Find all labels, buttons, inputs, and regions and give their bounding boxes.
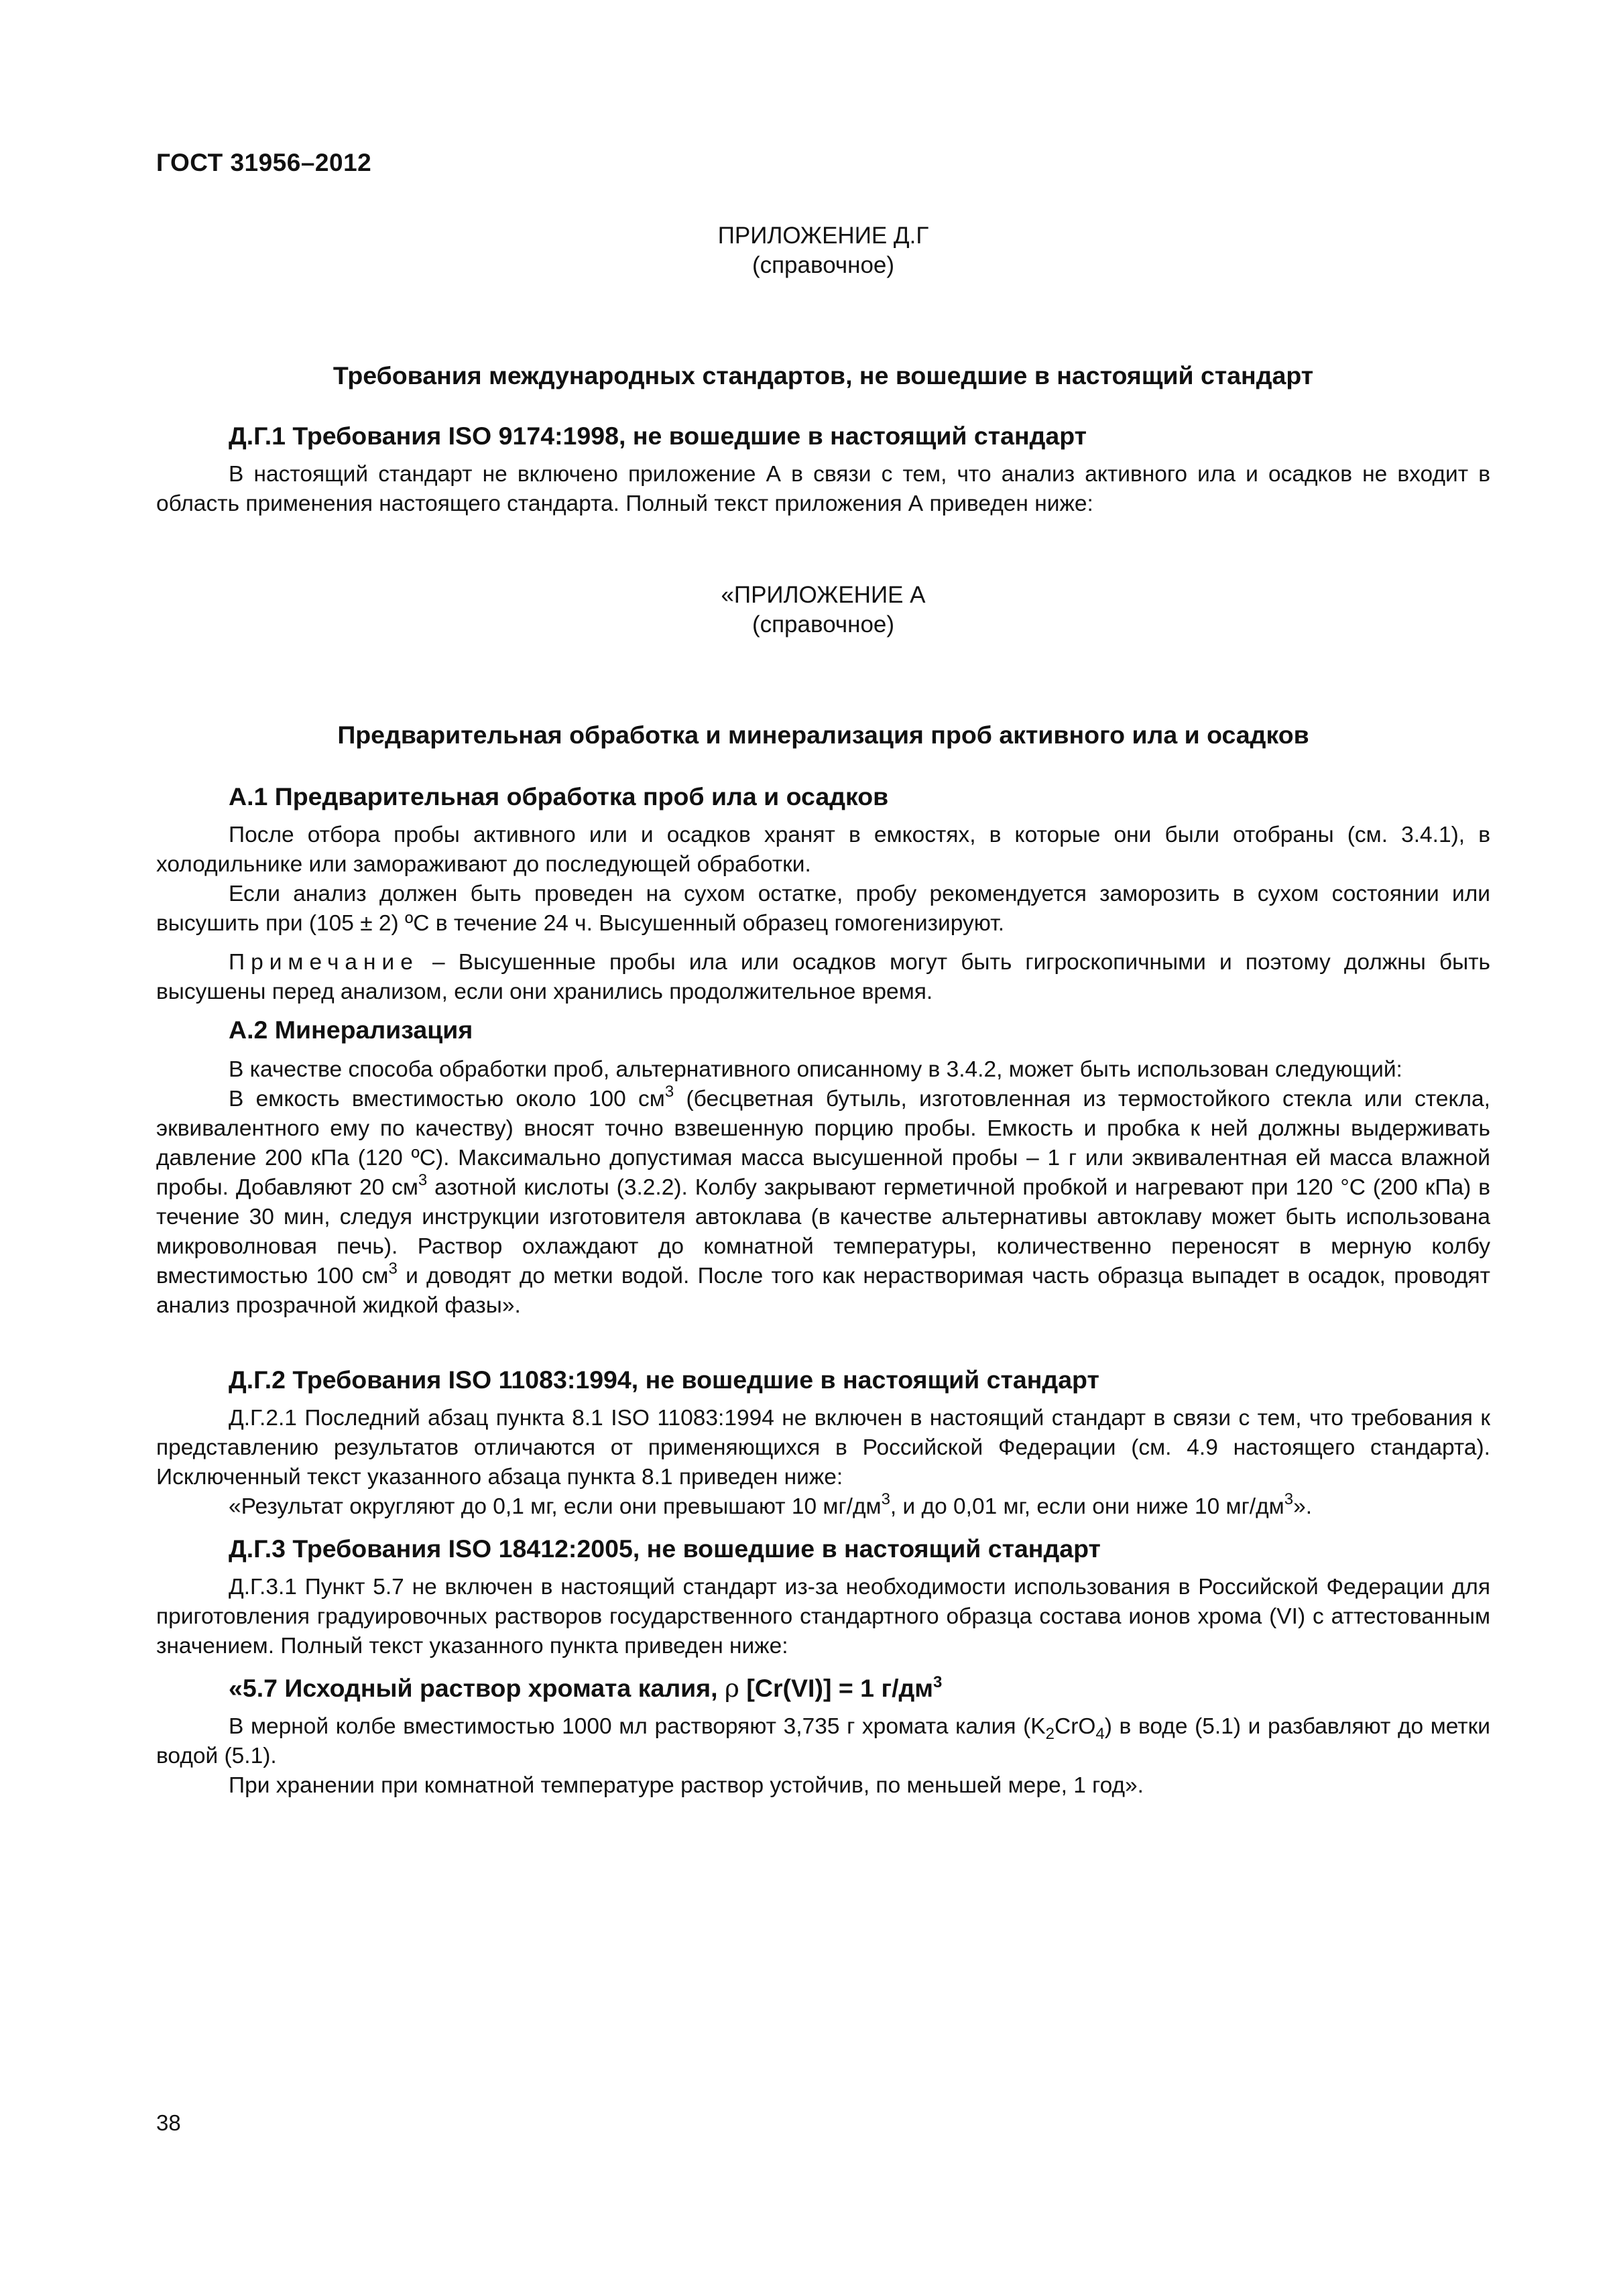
clause-5-7-heading: «5.7 Исходный раствор хромата калия, ρ [Cr(VI)] = 1 $г/дм^3$ — [229, 1673, 943, 1703]
note-label: Примечание — [229, 950, 419, 975]
dg3-paragraph-3: При хранении при комнатной температуре раствор устойчив, по меньшей мере, 1 год». — [229, 1773, 1144, 1798]
a1-note — [156, 948, 1490, 1007]
dg1-paragraph: В настоящий стандарт не включено приложение А в связи с тем, что анализ активного ила и осадков не входит в область применения настоящего стандарта. Полный текст приложения А приведен ниже: — [156, 462, 1490, 516]
dg2-paragraph: Д.Г.2.1 Последний абзац пункта 8.1 ISO 11083:1994 не включен в настоящий стандарт в связи с тем, что требования к представлению результатов отличаются от применяющихся в Российской Федерации (см. 4.9 настоящего стандарта). Исключенный текст указанного абзаца пункта 8.1 приведен ниже: — [156, 1406, 1490, 1490]
page-body — [156, 221, 1490, 1801]
a2-heading: А.2 Минерализация — [229, 1016, 473, 1044]
dg1-heading: Д.Г.1 Требования ISO 9174:1998, не вошедшие в настоящий стандарт — [229, 422, 1087, 450]
appendix-a-type: (справочное) — [752, 611, 895, 638]
page-number: 38 — [156, 2110, 181, 2135]
dg2-heading: Д.Г.2 Требования ISO 11083:1994, не вошедшие в настоящий стандарт — [229, 1366, 1099, 1394]
dg2-quote: «Результат округляют до 0,1 мг, если они превышают 10 $мг/дм^3$, и до 0,01 мг, если они ниже 10 $мг/дм^3$». — [229, 1490, 1313, 1519]
dg3-paragraph-1: Д.Г.3.1 Пункт 5.7 не включен в настоящий стандарт из-за необходимости использования в Российской Федерации для приготовления градуировочных растворов государственного стандартного образца состава ионов хрома (VI) с аттестованным значением. Полный текст указанного пункта приведен ниже: — [156, 1575, 1490, 1658]
appendix-dg-type: (справочное) — [752, 252, 895, 278]
a1-paragraph-2: Если анализ должен быть проведен на сухом остатке, пробу рекомендуется заморозить в сухом состоянии или высушить при (105 ± 2) ºС в течение 24 ч. Высушенный образец гомогенизируют. — [156, 882, 1490, 936]
appendix-a-title: «ПРИЛОЖЕНИЕ А — [721, 582, 926, 608]
note-text: – Высушенные пробы ила или осадков могут быть гигроскопичными и поэтому должны быть высушены перед анализом, если они хранились продолжительное время. — [156, 950, 1490, 1004]
a2-paragraph-2: В емкость вместимостью около 100 $см^3$ (бесцветная бутыль, изготовленная из термостойкого стекла или стекла, эквивалентного ему по качеству) вносят точно взвешенную порцию пробы. Емкость и пробка к ней должны выдерживать давление 200 кПа (120 ºС). Максимально допустимая масса высушенной пробы – 1 г или эквивалентная ей масса влажной пробы. Добавляют 20 $см^3$ азотной кислоты (3.2.2). Колбу закрывают герметичной пробкой и нагревают при 120 °С (200 кПа) в течение 30 мин, следуя инструкции изготовителя автоклава (в качестве альтернативы автоклаву может быть использована микроволновая печь). Раствор охлаждают до комнатной температуры, количественно переносят в мерную колбу вместимостью 100 $см^3$ и доводят до метки водой. После того как нерастворимая часть образца выпадет в осадок, проводят анализ прозрачной жидкой фазы». — [156, 1083, 1490, 1318]
a2-paragraph-1: В качестве способа обработки проб, альтернативного описанному в 3.4.2, может быть использован следующий: — [229, 1057, 1402, 1082]
appendix-dg-title: ПРИЛОЖЕНИЕ Д.Г — [717, 223, 929, 249]
dg3-heading: Д.Г.3 Требования ISO 18412:2005, не вошедшие в настоящий стандарт — [229, 1534, 1101, 1563]
a1-heading: А.1 Предварительная обработка проб ила и осадков — [229, 782, 889, 810]
appendix-dg-heading: Требования международных стандартов, не вошедшие в настоящий стандарт — [333, 361, 1314, 389]
dg3-paragraph-2: В мерной колбе вместимостью 1000 мл растворяют 3,735 г хромата калия $(K_2CrO_4)$ в воде (5.1) и разбавляют до метки водой (5.1). — [156, 1714, 1491, 1768]
appendix-a-heading: Предварительная обработка и минерализация проб активного ила и осадков — [337, 721, 1309, 749]
standard-code: ГОСТ 31956–2012 — [156, 149, 372, 176]
a1-paragraph-1: После отбора пробы активного или и осадков хранят в емкостях, в которые они были отобраны (см. 3.4.1), в холодильнике или замораживают до последующей обработки. — [156, 823, 1490, 877]
